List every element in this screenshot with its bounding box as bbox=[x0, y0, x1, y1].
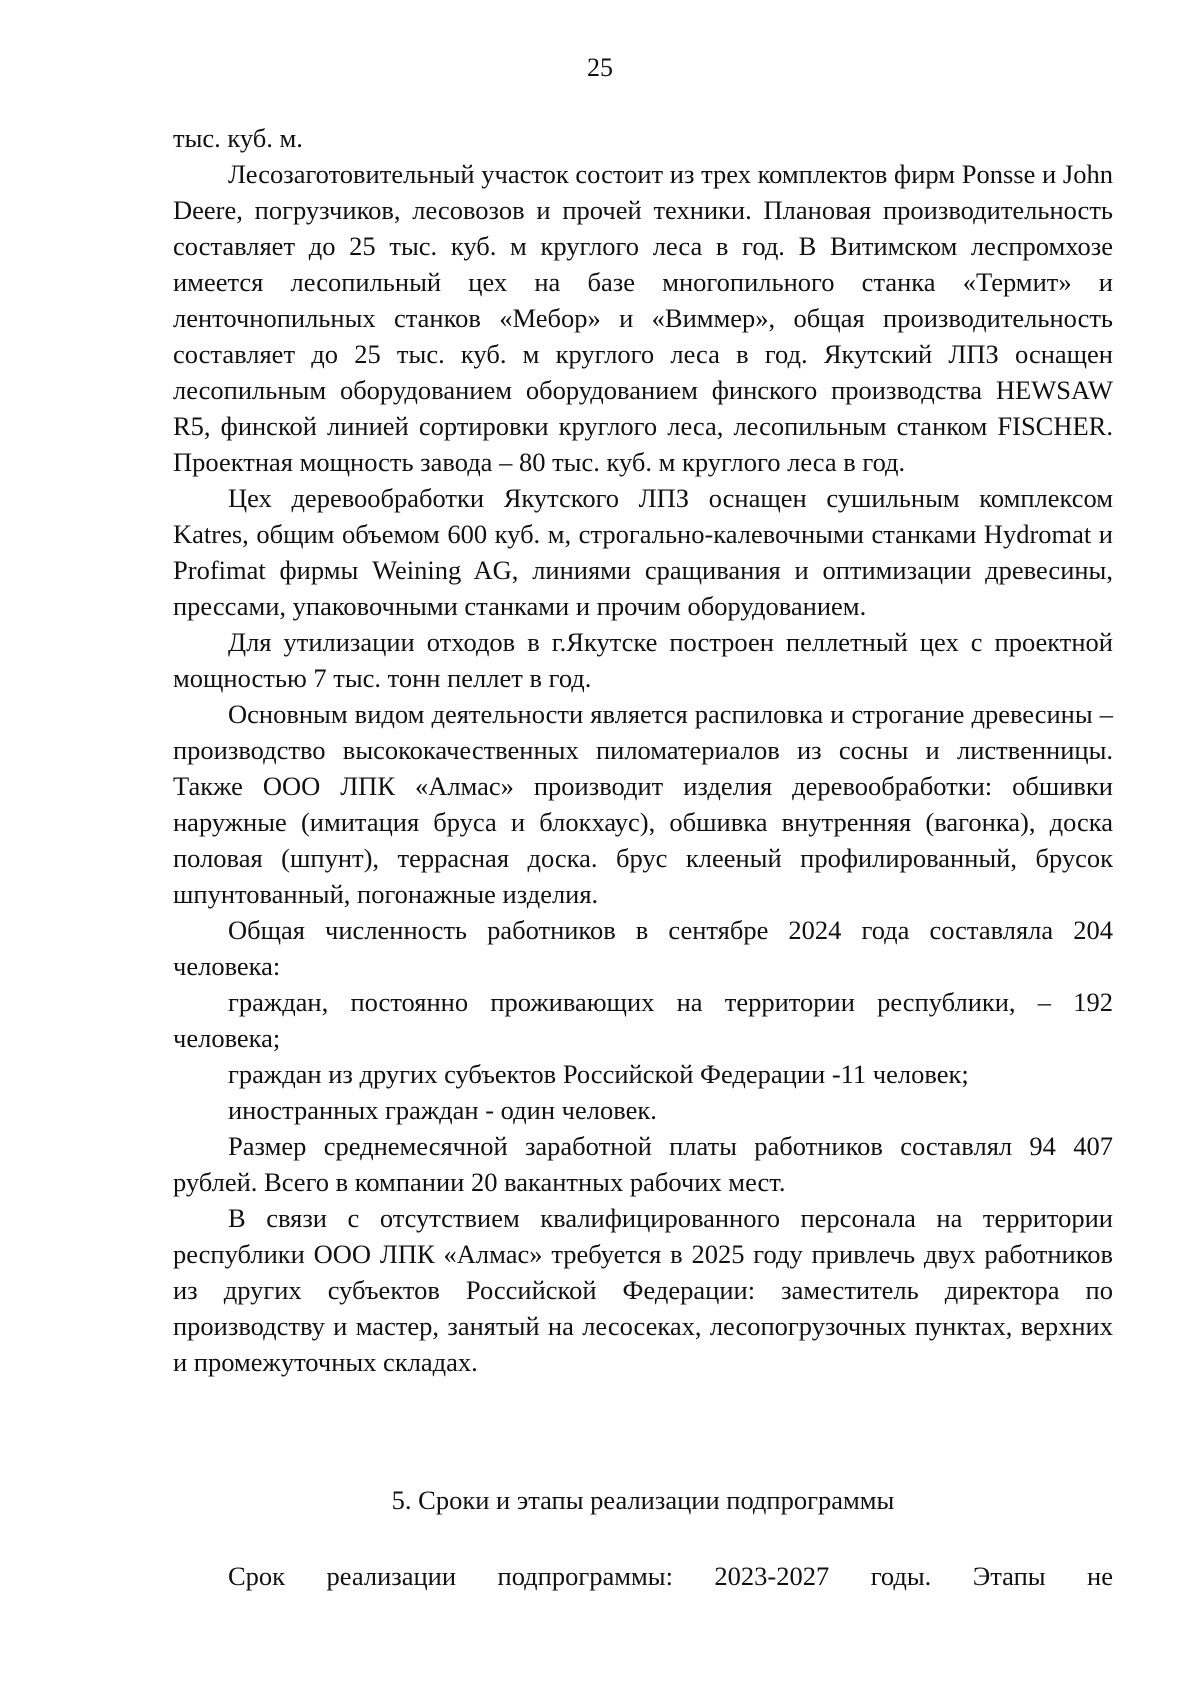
paragraph-foreign-citizens: иностранных граждан - один человек. bbox=[228, 1095, 657, 1125]
page-number: 25 bbox=[587, 53, 613, 82]
paragraph-local-citizens: граждан, постоянно проживающих на территории республики, – 192 человека; bbox=[173, 987, 1113, 1053]
paragraph-pellet-shop: Для утилизации отходов в г.Якутске построен пеллетный цех с проектной мощностью 7 тыс. тонн пеллет в год. bbox=[173, 627, 1113, 693]
paragraph-headcount: Общая численность работников в сентябре 2024 года составляла 204 человека: bbox=[173, 915, 1113, 981]
paragraph-other-regions: граждан из других субъектов Российской Федерации -11 человек; bbox=[228, 1059, 969, 1089]
paragraph-staff-shortage: В связи с отсутствием квалифицированного персонала на территории республики ООО ЛПК «Алмас» требуется в 2025 году привлечь двух работников из других субъектов Российской Федерации: заместитель директора по производству и мастер, занятый на лесосеках, лесопогрузочных пунктах, верхних и промежуточных складах. bbox=[173, 1203, 1113, 1377]
section-heading: 5. Сроки и этапы реализации подпрограммы bbox=[391, 1485, 895, 1515]
paragraph-logging-site: Лесозаготовительный участок состоит из трех комплектов фирм Ponsse и John Deere, погрузчиков, лесовозов и прочей техники. Плановая производительность составляет до 25 тыс. куб. м круглого леса в год. В Витимском леспромхозе имеется лесопильный цех на базе многопильного станка «Термит» и ленточнопильных станков «Мебор» и «Виммер», общая производительность составляет до 25 тыс. куб. м круглого леса в год. Якутский ЛПЗ оснащен лесопильным оборудованием оборудованием финского производства HEWSAW R5, финской линией сортировки круглого леса, лесопильным станком FISCHER. Проектная мощность завода – 80 тыс. куб. м круглого леса в год. bbox=[173, 159, 1113, 477]
paragraph-salary: Размер среднемесячной заработной платы работников составлял 94 407 рублей. Всего в компании 20 вакантных рабочих мест. bbox=[173, 1131, 1113, 1197]
paragraph-woodworking-shop: Цех деревообработки Якутского ЛПЗ оснащен сушильным комплексом Katres, общим объемом 600 куб. м, строгально-калевочными станками Hydromat и Profimat фирмы Weining AG, линиями сращивания и оптимизации древесины, прессами, упаковочными станками и прочим оборудованием. bbox=[173, 483, 1113, 621]
body-text bbox=[173, 120, 1113, 1380]
paragraph-continuation: тыс. куб. м. bbox=[173, 123, 303, 153]
paragraph-main-activity: Основным видом деятельности является распиловка и строгание древесины – производство высококачественных пиломатериалов из сосны и лиственницы. Также ООО ЛПК «Алмас» производит изделия деревообработки: обшивки наружные (имитация бруса и блокхаус), обшивка внутренняя (вагонка), доска половая (шпунт), террасная доска. брус клееный профилированный, брусок шпунтованный, погонажные изделия. bbox=[173, 699, 1113, 909]
section-first-line: Срок реализации подпрограммы: 2023-2027 годы. Этапы не bbox=[228, 1561, 1113, 1591]
